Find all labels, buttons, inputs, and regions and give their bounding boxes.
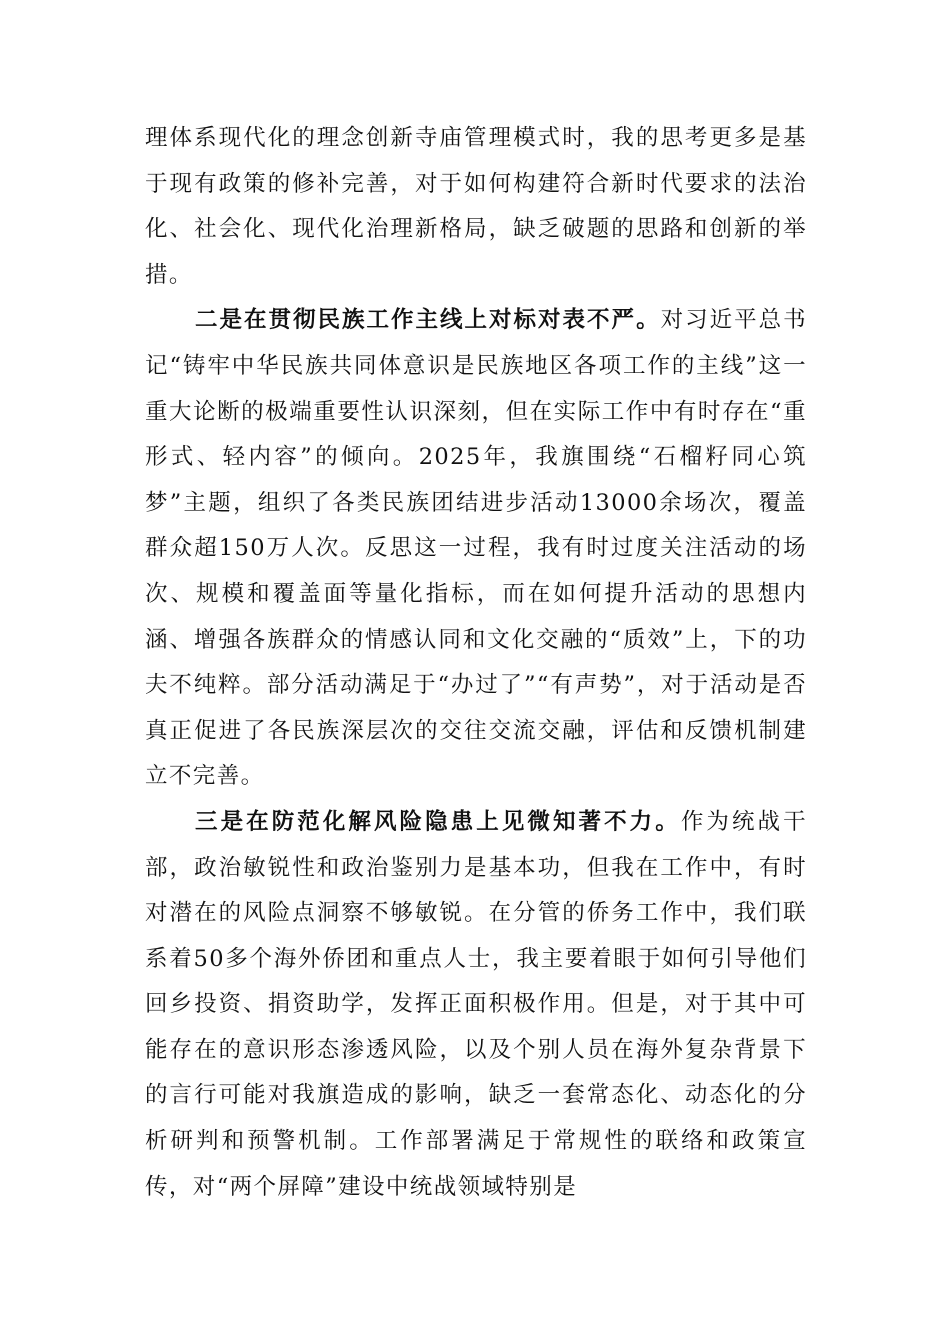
paragraph-lead-heading: 三是在防范化解风险隐患上见微知著不力。 [195,808,681,835]
paragraph-lead-heading: 二是在贯彻民族工作主线上对标对表不严。 [195,307,661,334]
paragraph-text: 对习近平总书记“铸牢中华民族共同体意识是民族地区各项工作的主线”这一重大论断的极端重要性认识深刻，但在实际工作中有时存在“重形式、轻内容”的倾向。2025年，我旗围绕“石榴籽同心筑梦”主题，组织了各类民族团结进步活动13000余场次，覆盖群众超150万人次。反思这一过程，我有时过度关注活动的场次、规模和覆盖面等量化指标，而在如何提升活动的思想内涵、增强各族群众的情感认同和文化交融的“质效”上，下的功夫不纯粹。部分活动满足于“办过了”“有声势”，对于活动是否真正促进了各民族深层次的交往交流交融，评估和反馈机制建立不完善。 [145,307,807,790]
paragraph-point-two [145,298,807,800]
paragraph-text: 作为统战干部，政治敏锐性和政治鉴别力是基本功，但我在工作中，有时对潜在的风险点洞察不够敏锐。在分管的侨务工作中，我们联系着50多个海外侨团和重点人士，我主要着眼于如何引导他们回乡投资、捐资助学，发挥正面积极作用。但是，对于其中可能存在的意识形态渗透风险，以及个别人员在海外复杂背景下的言行可能对我旗造成的影响，缺乏一套常态化、动态化的分析研判和预警机制。工作部署满足于常规性的联络和政策宣传，对“两个屏障”建设中统战领域特别是 [145,808,807,1200]
paragraph-point-three [145,800,807,1210]
body-text [145,116,807,1210]
paragraph-continuation [145,116,807,298]
paragraph-text: 理体系现代化的理念创新寺庙管理模式时，我的思考更多是基于现有政策的修补完善，对于如何构建符合新时代要求的法治化、社会化、现代化治理新格局，缺乏破题的思路和创新的举措。 [145,125,807,288]
